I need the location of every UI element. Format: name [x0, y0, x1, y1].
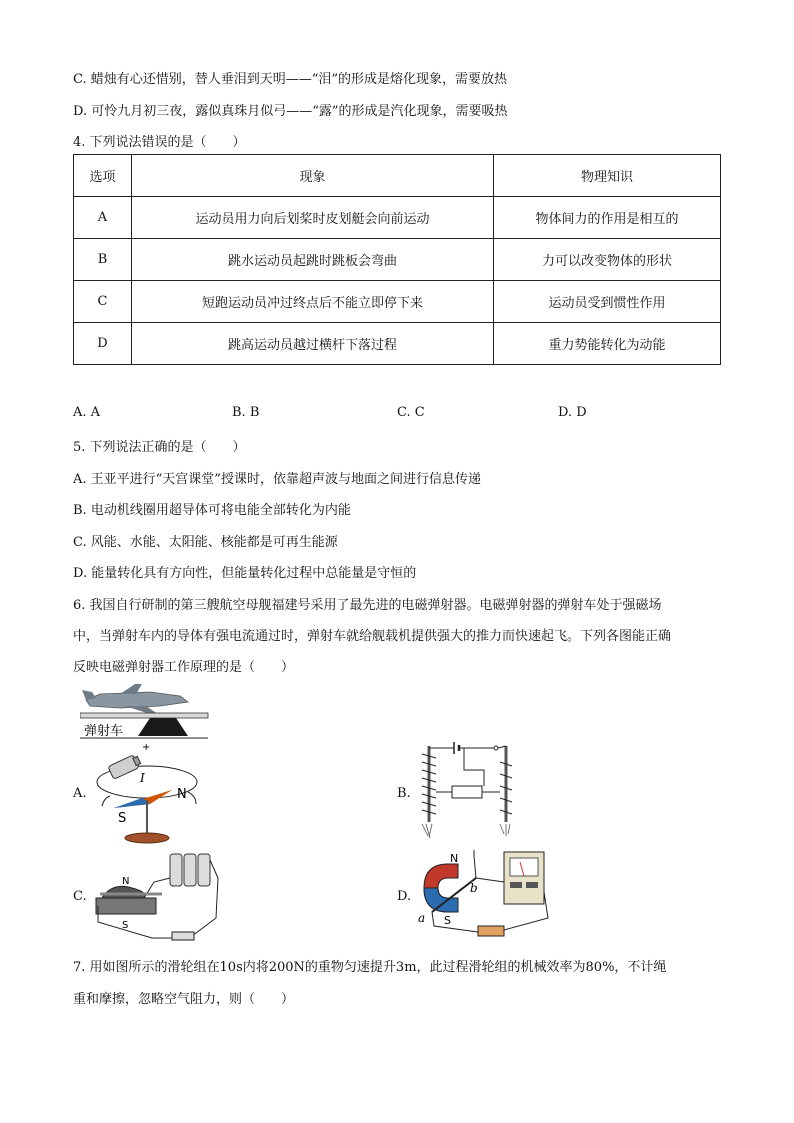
battery-pack-icon — [170, 854, 210, 886]
table-row — [74, 281, 721, 323]
magnet-icon — [102, 886, 145, 898]
plus-sign: + — [142, 742, 151, 753]
q6-fig-b-label: B. — [397, 786, 411, 801]
table-header-row — [74, 155, 721, 197]
q6-figure-c — [92, 848, 222, 946]
q4-option-a: A. A — [73, 405, 101, 420]
q4-table — [73, 154, 721, 365]
battery-icon — [108, 754, 142, 780]
compass-base — [125, 833, 169, 843]
table-row — [74, 197, 721, 239]
label-b: b — [470, 881, 478, 895]
q6-fig-a-label: A. — [73, 786, 87, 801]
q6-figure-d — [414, 848, 554, 948]
q5-option-a: A. 王亚平进行“天宫课堂”授课时，依靠超声波与地面之间进行信息传递 — [73, 472, 481, 487]
q4-option-b: B. B — [232, 405, 260, 420]
q6-fig-c-label: C. — [73, 889, 87, 904]
table-cell: 跳高运动员越过横杆下落过程 — [132, 323, 494, 365]
table-cell: 运动员受到惯性作用 — [494, 281, 721, 323]
galvanometer-icon — [504, 852, 544, 904]
q4-stem: 4. 下列说法错误的是（ ） — [73, 135, 246, 150]
pole-n: N — [122, 876, 130, 887]
table-row — [74, 239, 721, 281]
q6-fig-d-label: D. — [397, 889, 412, 904]
table-row — [74, 323, 721, 365]
rotation-arrow-icon — [102, 796, 110, 806]
catapult-track — [80, 713, 208, 718]
q6-figure-b — [414, 742, 524, 842]
pole-s: S — [122, 920, 129, 931]
current-label: I — [140, 771, 145, 785]
table-cell: 运动员用力向后划桨时皮划艇会向前运动 — [132, 197, 494, 239]
q7-stem-line1: 7. 用如图所示的滑轮组在10s内将200N的重物匀速提升3m，此过程滑轮组的机械效率为80%，不计绳 — [73, 960, 667, 975]
table-cell: 跳水运动员起跳时跳板会弯曲 — [132, 239, 494, 281]
pole-n: N — [177, 787, 187, 802]
switch-icon — [172, 932, 194, 940]
catapult-label: 弹射车 — [84, 724, 124, 739]
switch-icon — [478, 926, 504, 936]
table-cell: 物体间力的作用是相互的 — [494, 197, 721, 239]
catapult-figure — [80, 680, 210, 740]
q3-option-c: C. 蜡烛有心还惜别，替人垂泪到天明——“泪”的形成是熔化现象，需要放热 — [73, 72, 508, 87]
table-cell: C — [74, 281, 132, 323]
q6-stem-line2: 中，当弹射车内的导体有强电流通过时，弹射车就给舰载机提供强大的推力而快速起飞。下列各图能正确 — [73, 629, 672, 644]
catapult-cart — [138, 718, 188, 736]
q7-stem-line2: 重和摩擦，忽略空气阻力，则（ ） — [73, 992, 295, 1007]
header-physics: 物理知识 — [494, 155, 721, 197]
table-cell: D — [74, 323, 132, 365]
q6-stem-line1: 6. 我国自行研制的第三艘航空母舰福建号采用了最先进的电磁弹射器。电磁弹射器的弹射车处于强磁场 — [73, 598, 662, 613]
q5-option-b: B. 电动机线圈用超导体可将电能全部转化为内能 — [73, 503, 351, 518]
switch-icon — [494, 746, 498, 750]
table-cell: 重力势能转化为动能 — [494, 323, 721, 365]
pole-s: S — [444, 914, 451, 927]
pole-n: N — [450, 852, 459, 865]
q6-stem-line3: 反映电磁弹射器工作原理的是（ ） — [73, 660, 295, 675]
label-a: a — [418, 911, 426, 925]
q3-option-d: D. 可怜九月初三夜，露似真珠月似弓——“露”的形成是汽化现象，需要吸热 — [73, 104, 508, 119]
pole-s: S — [118, 811, 127, 826]
q5-option-d: D. 能量转化具有方向性，但能量转化过程中总能量是守恒的 — [73, 566, 417, 581]
pins-left — [422, 824, 432, 838]
table-cell: B — [74, 239, 132, 281]
jet-icon — [82, 684, 188, 714]
q4-option-d: D. D — [558, 405, 587, 420]
table-cell: A — [74, 197, 132, 239]
rheostat — [452, 786, 482, 798]
header-phenomenon: 现象 — [132, 155, 494, 197]
pins-right — [500, 824, 510, 836]
header-option: 选项 — [74, 155, 132, 197]
q6-figure-a — [92, 740, 212, 845]
magnet-base — [96, 898, 156, 914]
q5-option-c: C. 风能、水能、太阳能、核能都是可再生能源 — [73, 535, 338, 550]
table-cell: 力可以改变物体的形状 — [494, 239, 721, 281]
table-cell: 短跑运动员冲过终点后不能立即停下来 — [132, 281, 494, 323]
rotation-arrow-icon — [188, 792, 196, 804]
q4-option-c: C. C — [397, 405, 425, 420]
q5-stem: 5. 下列说法正确的是（ ） — [73, 440, 246, 455]
